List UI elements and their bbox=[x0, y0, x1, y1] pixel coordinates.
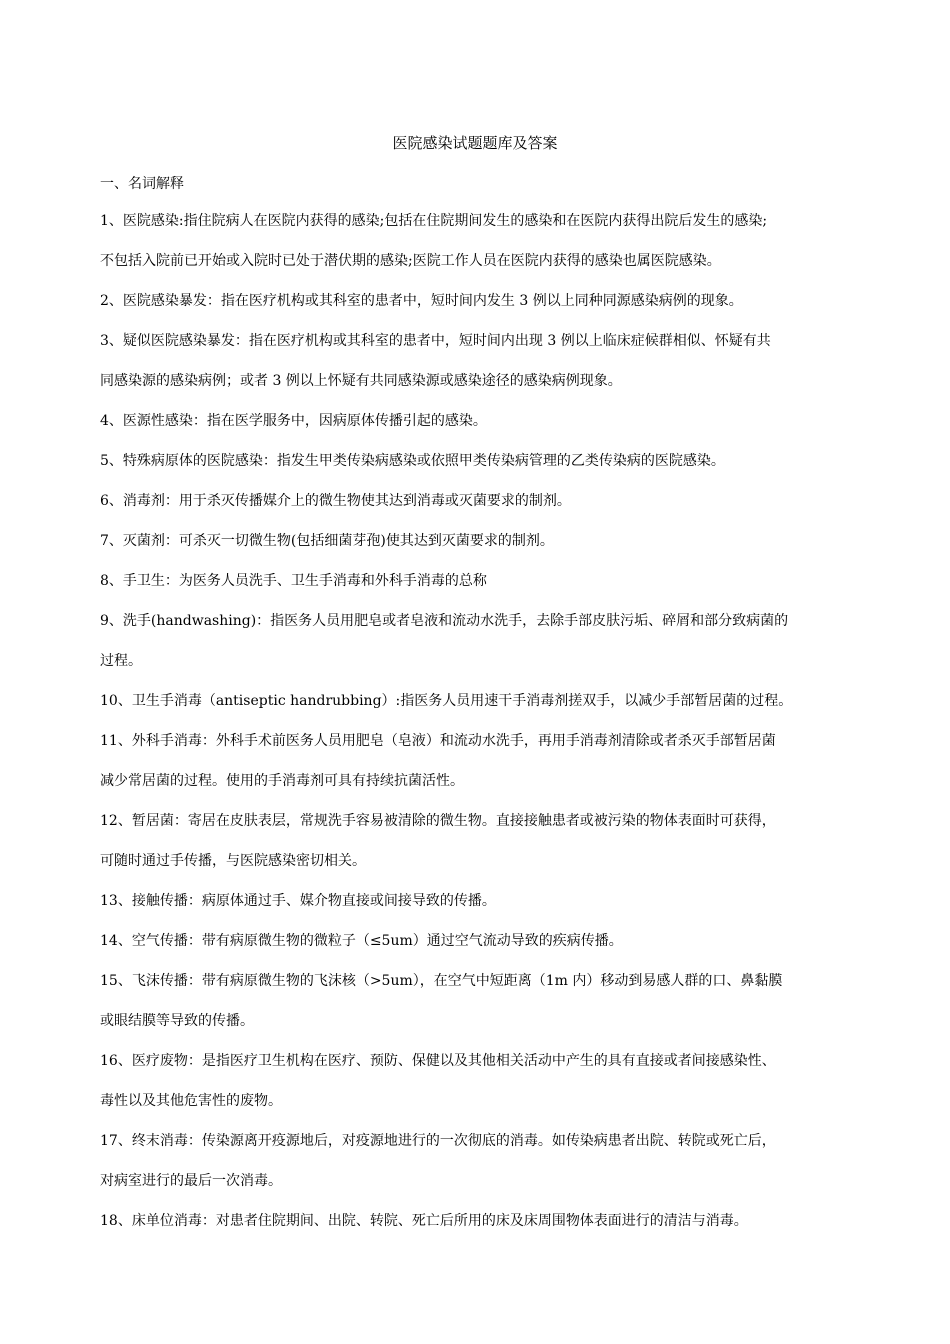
definition-line: 11、外科手消毒：外科手术前医务人员用肥皂（皂液）和流动水洗手，再用手消毒剂清除或者杀灭手部暂居菌 bbox=[100, 733, 776, 749]
definition-line: 14、空气传播：带有病原微生物的微粒子（≤5um）通过空气流动导致的疾病传播。 bbox=[100, 933, 623, 949]
definition-line: 10、卫生手消毒（antiseptic handrubbing）:指医务人员用速干手消毒剂搓双手，以减少手部暂居菌的过程。 bbox=[100, 693, 793, 709]
definition-entry bbox=[100, 491, 862, 511]
definition-line: 13、接触传播：病原体通过手、媒介物直接或间接导致的传播。 bbox=[100, 893, 496, 909]
definition-entry bbox=[100, 211, 862, 271]
definition-line: 同感染源的感染病例；或者 3 例以上怀疑有共同感染源或感染途径的感染病例现象。 bbox=[100, 373, 622, 389]
definition-line: 15、飞沫传播：带有病原微生物的飞沫核（>5um），在空气中短距离（1m 内）移动到易感人群的口、鼻黏膜 bbox=[100, 973, 783, 989]
definition-line: 16、医疗废物：是指医疗卫生机构在医疗、预防、保健以及其他相关活动中产生的具有直接或者间接感染性、 bbox=[100, 1053, 776, 1069]
definition-entry bbox=[100, 971, 862, 1031]
definition-entry bbox=[100, 291, 862, 311]
definition-line: 8、手卫生：为医务人员洗手、卫生手消毒和外科手消毒的总称 bbox=[100, 573, 487, 589]
definition-line: 18、床单位消毒：对患者住院期间、出院、转院、死亡后所用的床及床周围物体表面进行的清洁与消毒。 bbox=[100, 1213, 748, 1229]
definition-entry bbox=[100, 811, 862, 871]
definition-entry bbox=[100, 691, 862, 711]
definition-line: 可随时通过手传播，与医院感染密切相关。 bbox=[100, 853, 366, 869]
definition-line: 12、暂居菌：寄居在皮肤表层，常规洗手容易被清除的微生物。直接接触患者或被污染的物体表面时可获得， bbox=[100, 813, 776, 829]
definition-line: 毒性以及其他危害性的废物。 bbox=[100, 1093, 282, 1109]
definition-line: 4、医源性感染：指在医学服务中，因病原体传播引起的感染。 bbox=[100, 413, 487, 429]
definition-line: 减少常居菌的过程。使用的手消毒剂可具有持续抗菌活性。 bbox=[100, 773, 464, 789]
definition-entry bbox=[100, 1211, 862, 1231]
definition-line: 2、医院感染暴发：指在医疗机构或其科室的患者中，短时间内发生 3 例以上同种同源感染病例的现象。 bbox=[100, 293, 743, 309]
definition-line: 3、疑似医院感染暴发：指在医疗机构或其科室的患者中，短时间内出现 3 例以上临床症候群相似、怀疑有共 bbox=[100, 333, 771, 349]
definition-line: 或眼结膜等导致的传播。 bbox=[100, 1013, 254, 1029]
definition-entry bbox=[100, 531, 862, 551]
definition-entry bbox=[100, 1051, 862, 1111]
definition-entry bbox=[100, 571, 862, 591]
definition-entry bbox=[100, 451, 862, 471]
definition-entry bbox=[100, 331, 862, 391]
definition-entry bbox=[100, 891, 862, 911]
definition-list bbox=[100, 211, 862, 1251]
definition-line: 17、终末消毒：传染源离开疫源地后，对疫源地进行的一次彻底的消毒。如传染病患者出院、转院或死亡后， bbox=[100, 1133, 776, 1149]
definition-line: 1、医院感染:指住院病人在医院内获得的感染;包括在住院期间发生的感染和在医院内获得出院后发生的感染; bbox=[100, 213, 768, 229]
definition-line: 过程。 bbox=[100, 653, 142, 669]
definition-line: 对病室进行的最后一次消毒。 bbox=[100, 1173, 282, 1189]
definition-entry bbox=[100, 931, 862, 951]
definition-entry bbox=[100, 1131, 862, 1191]
document-title: 医院感染试题题库及答案 bbox=[392, 134, 558, 152]
section-heading: 一、名词解释 bbox=[100, 176, 184, 192]
definition-line: 7、灭菌剂：可杀灭一切微生物(包括细菌芽孢)使其达到灭菌要求的制剂。 bbox=[100, 533, 554, 549]
definition-line: 9、洗手(handwashing)：指医务人员用肥皂或者皂液和流动水洗手，去除手部皮肤污垢、碎屑和部分致病菌的 bbox=[100, 613, 789, 629]
definition-line: 不包括入院前已开始或入院时已处于潜伏期的感染;医院工作人员在医院内获得的感染也属医院感染。 bbox=[100, 253, 721, 269]
definition-entry bbox=[100, 611, 862, 671]
definition-entry bbox=[100, 411, 862, 431]
definition-entry bbox=[100, 731, 862, 791]
definition-line: 6、消毒剂：用于杀灭传播媒介上的微生物使其达到消毒或灭菌要求的制剂。 bbox=[100, 493, 571, 509]
definition-line: 5、特殊病原体的医院感染：指发生甲类传染病感染或依照甲类传染病管理的乙类传染病的医院感染。 bbox=[100, 453, 725, 469]
